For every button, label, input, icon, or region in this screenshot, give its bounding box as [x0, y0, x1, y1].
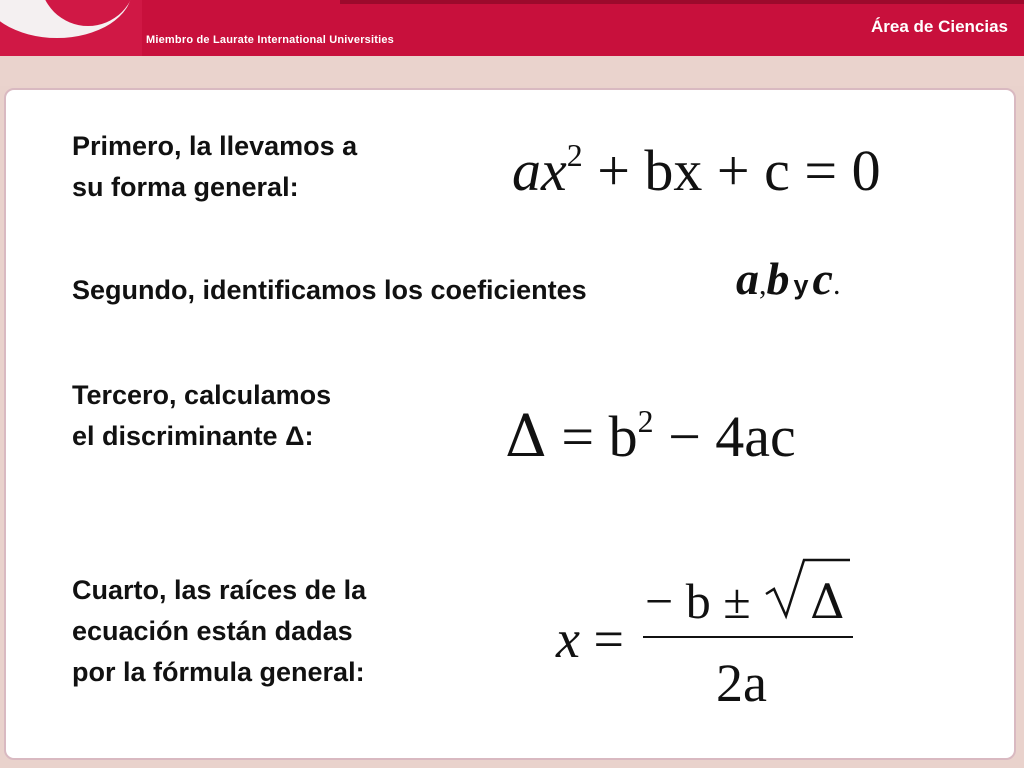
step-3-line-2: el discriminante Δ:	[72, 421, 314, 451]
eq-roots-equals: =	[593, 609, 624, 669]
eq-ax-exponent: 2	[566, 138, 583, 173]
eq-equals-b: = b	[561, 403, 638, 469]
coefficients-expression	[736, 253, 841, 304]
step-3-text	[72, 375, 331, 457]
step-4-line-3: por la fórmula general:	[72, 657, 365, 687]
university-logo	[0, 0, 142, 56]
header-area-title: Área de Ciencias	[870, 17, 1008, 36]
general-form-equation	[512, 137, 881, 203]
coef-c: c	[812, 253, 833, 304]
roots-equation-lhs	[556, 609, 624, 669]
roots-numerator-delta: Δ	[810, 574, 845, 630]
coef-y: y	[793, 270, 809, 300]
eq-general-rest: + bx + c = 0	[597, 137, 881, 203]
roots-denominator: 2a	[716, 653, 767, 713]
step-4-line-1: Cuarto, las raíces de la	[72, 575, 367, 605]
discriminant-equation	[505, 401, 796, 470]
eq-x: x	[556, 609, 580, 669]
coef-comma: ,	[759, 268, 767, 301]
eq-ax: ax	[512, 137, 567, 203]
header-band	[0, 56, 1024, 86]
header-top-stripe	[340, 0, 1024, 4]
eq-discriminant-rest: − 4ac	[668, 403, 796, 469]
step-3-line-1: Tercero, calculamos	[72, 380, 332, 410]
step-1-line-2: su forma general:	[72, 172, 299, 202]
step-4-text	[72, 570, 366, 693]
step-1-line-1: Primero, la llevamos a	[72, 131, 358, 161]
step-2-text: Segundo, identificamos los coeficientes	[72, 275, 587, 305]
eq-b-exponent: 2	[637, 404, 654, 439]
coef-a: a	[736, 253, 759, 304]
eq-delta: Δ	[505, 401, 547, 470]
coef-b: b	[766, 253, 790, 304]
header-bar	[0, 0, 1024, 56]
roots-numerator: − b ±	[645, 573, 751, 629]
fraction-bar	[643, 636, 853, 638]
header-subtitle: Miembro de Laurate International Universities	[146, 34, 395, 46]
step-4-line-2: ecuación están dadas	[72, 616, 353, 646]
step-1-text	[72, 126, 357, 208]
coef-period: .	[832, 268, 841, 301]
